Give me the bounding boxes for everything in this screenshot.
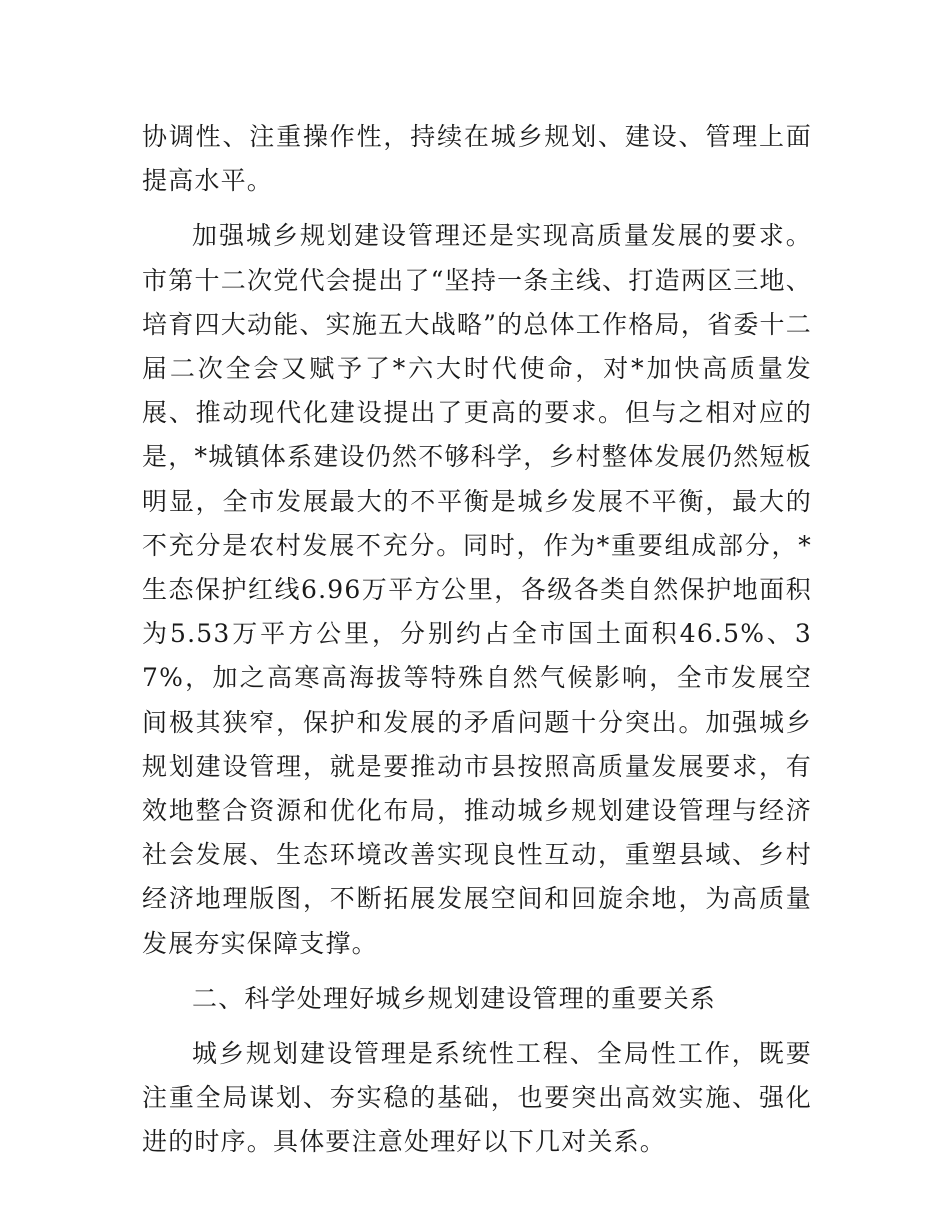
paragraph-relationships-intro: 城乡规划建设管理是系统性工程、全局性工作，既要注重全局谋划、夯实稳的基础，也要突出高效实施、强化进的时序。具体要注意处理好以下几对关系。	[142, 1039, 812, 1157]
paragraph-continuation: 协调性、注重操作性，持续在城乡规划、建设、管理上面提高水平。	[142, 122, 812, 196]
document-body	[142, 115, 812, 1176]
section-heading-two: 二、科学处理好城乡规划建设管理的重要关系	[192, 983, 717, 1013]
paragraph-high-quality-development: 加强城乡规划建设管理还是实现高质量发展的要求。市第十二次党代会提出了“坚持一条主线、打造两区三地、培育四大动能、实施五大战略”的总体工作格局，省委十二届二次全会又赋予了*六大时代使命，对*加快高质量发展、推动现代化建设提出了更高的要求。但与之相对应的是，*城镇体系建设仍然不够科学，乡村整体发展仍然短板明显，全市发展最大的不平衡是城乡发展不平衡，最大的不充分是农村发展不充分。同时，作为*重要组成部分，*生态保护红线6.96万平方公里，各级各类自然保护地面积为5.53万平方公里，分别约占全市国土面积46.5%、37%，加之高寒高海拔等特殊自然气候影响，全市发展空间极其狭窄，保护和发展的矛盾问题十分突出。加强城乡规划建设管理，就是要推动市县按照高质量发展要求，有效地整合资源和优化布局，推动城乡规划建设管理与经济社会发展、生态环境改善实现良性互动，重塑县域、乡村经济地理版图，不断拓展发展空间和回旋余地，为高质量发展夯实保障支撑。	[142, 221, 812, 958]
